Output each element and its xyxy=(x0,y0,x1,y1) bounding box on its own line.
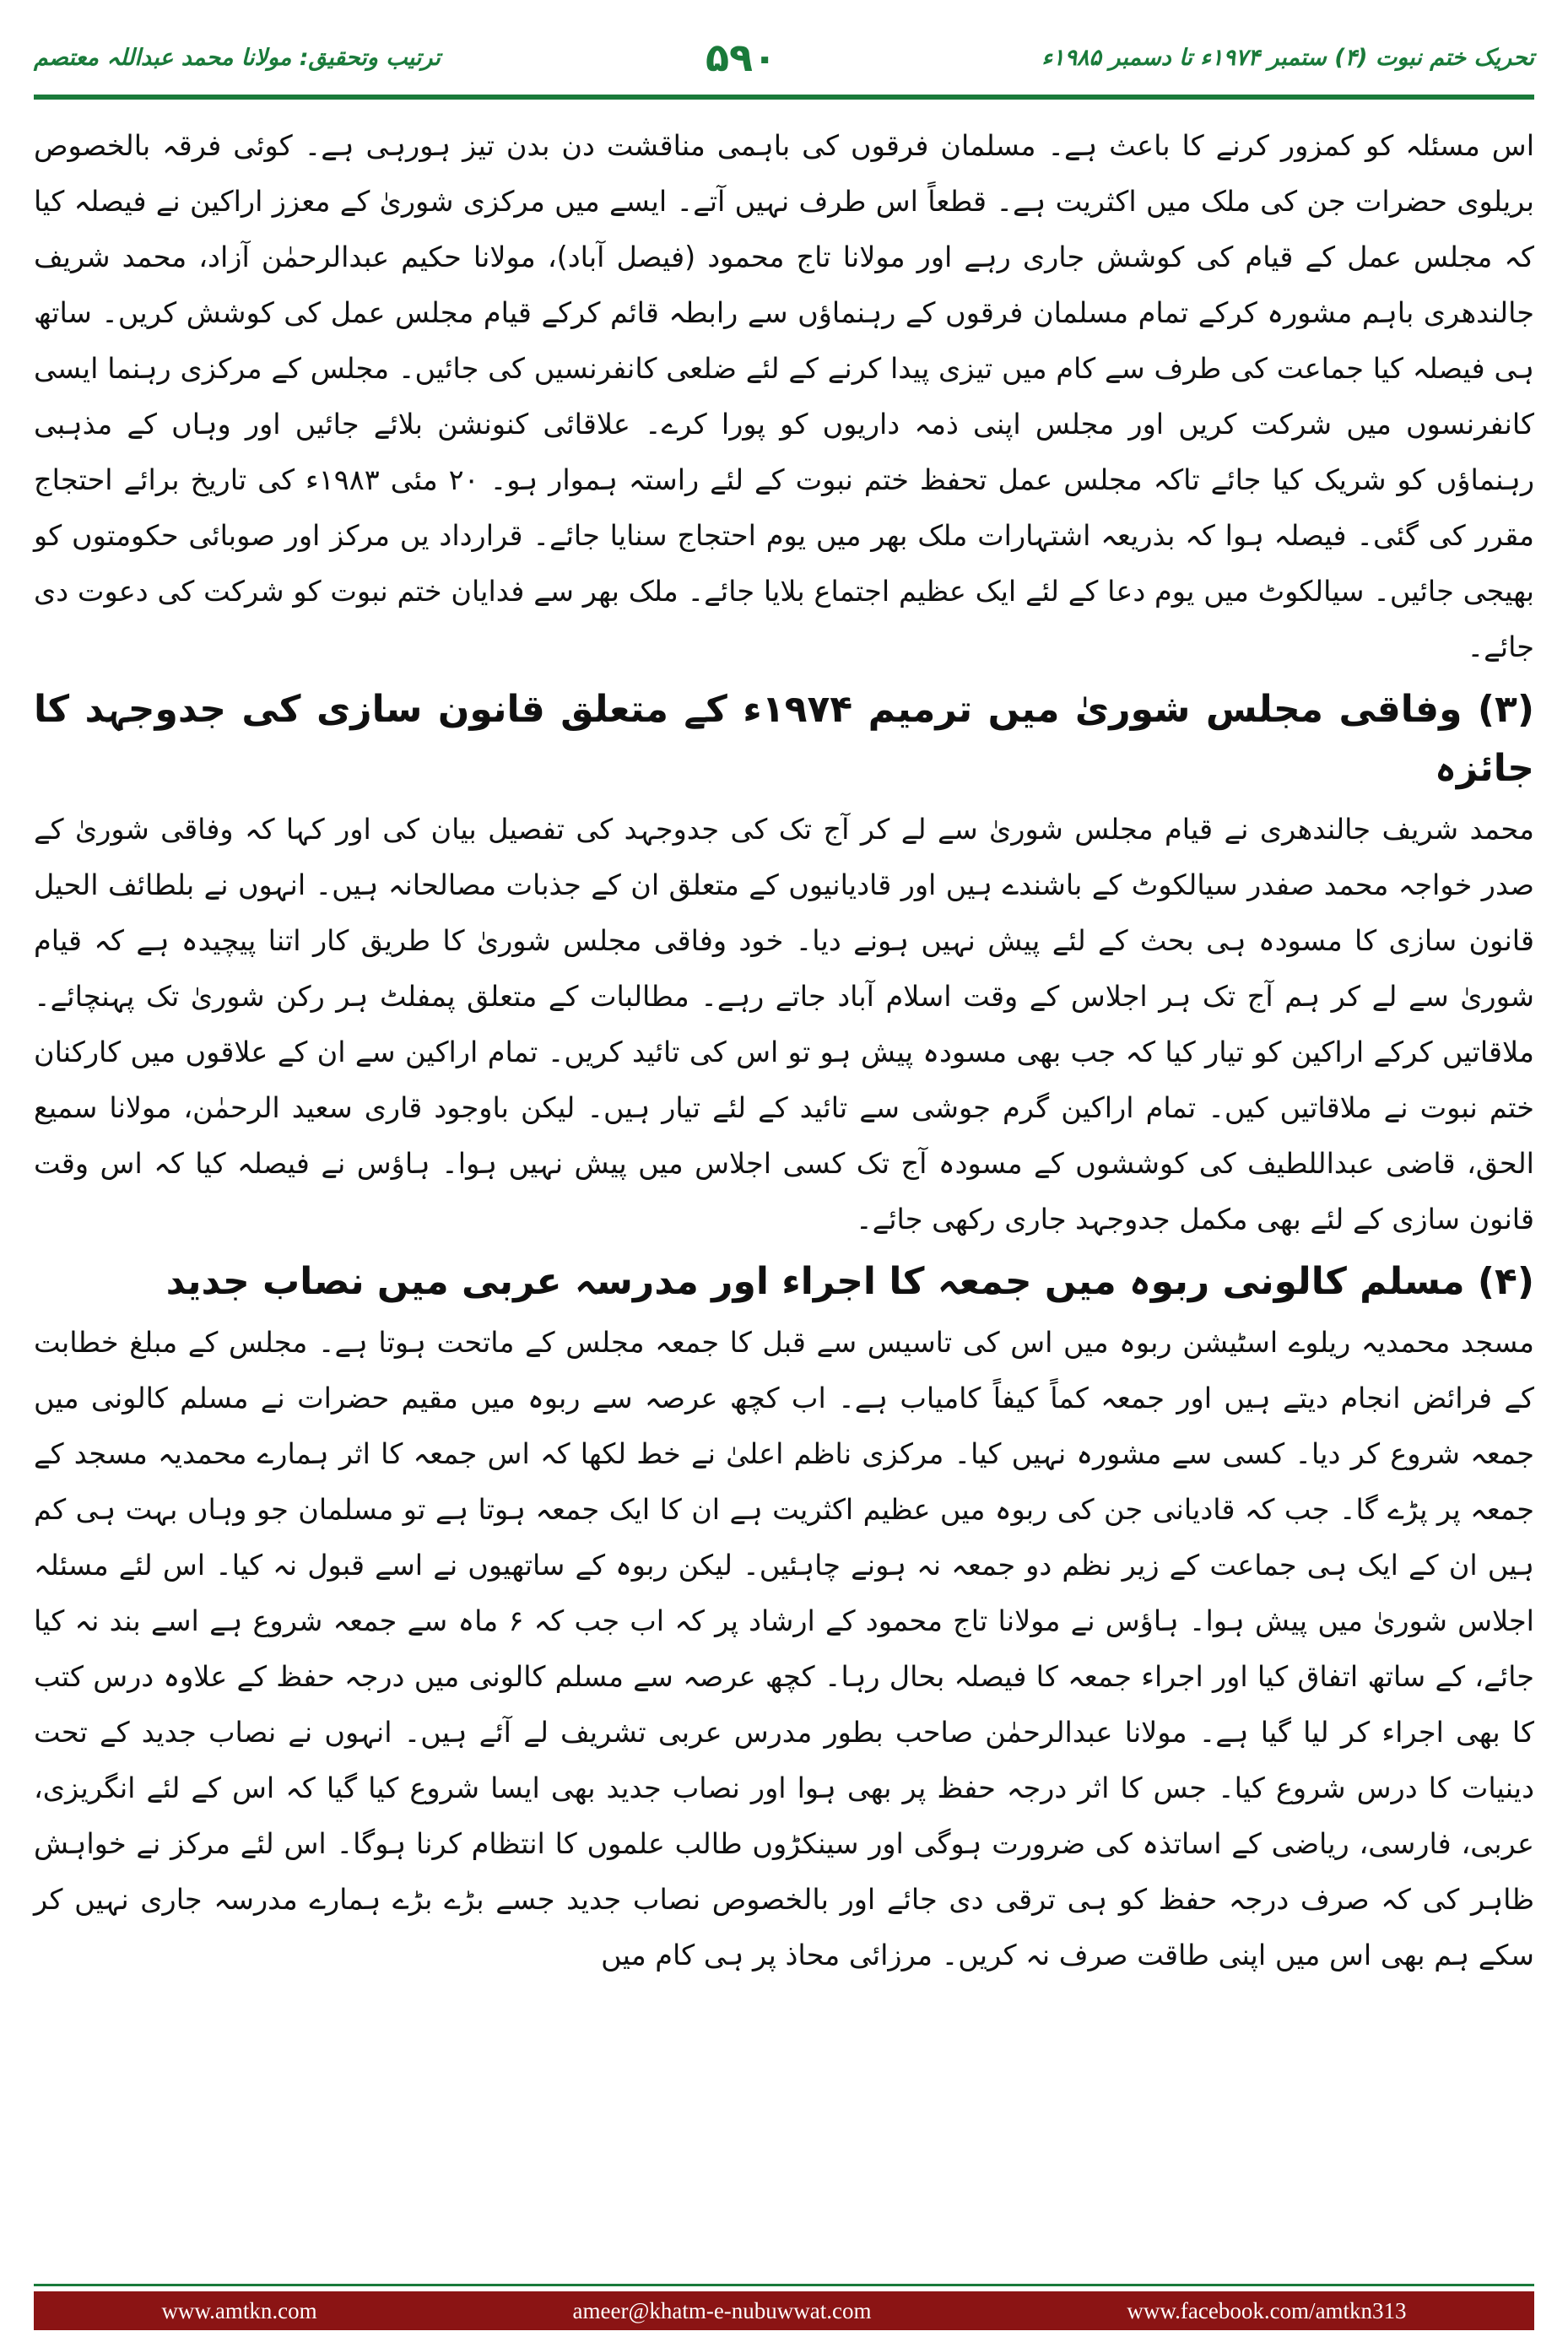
page-footer xyxy=(34,2291,1534,2330)
book-title: تحریک ختم نبوت (۴) ستمبر ۱۹۷۴ء تا دسمبر ۱۹۸۵ء xyxy=(1041,44,1534,71)
website-link[interactable]: www.amtkn.com xyxy=(161,2297,317,2323)
facebook-link[interactable]: www.facebook.com/amtkn313 xyxy=(1127,2297,1407,2323)
email-link[interactable]: ameer@khatm-e-nubuwwat.com xyxy=(572,2297,872,2323)
paragraph-legislation: محمد شریف جالندھری نے قیام مجلس شوریٰ سے لے کر آج تک کی جدوجہد کی تفصیل بیان کی اور کہا کہ وفاقی شوریٰ کے صدر خواجہ محمد صفدر سیالکوٹ کے باشندے ہیں اور قادیانیوں کے متعلق ان کے جذبات مصالحانہ ہیں۔ انہوں نے بلطائف الحیل قانون سازی کا مسودہ ہی بحث کے لئے پیش نہیں ہونے دیا۔ خود وفاقی مجلس شوریٰ کا طریق کار اتنا پیچیدہ ہے کہ قیام شوریٰ سے لے کر ہم آج تک ہر اجلاس کے وقت اسلام آباد جاتے رہے۔ مطالبات کے متعلق پمفلٹ ہر رکن شوریٰ تک پہنچائے۔ ملاقاتیں کرکے اراکین کو تیار کیا کہ جب بھی مسودہ پیش ہو تو اس کی تائید کریں۔ تمام اراکین سے ان کے علاقوں میں کارکنان ختم نبوت نے ملاقاتیں کیں۔ تمام اراکین گرم جوشی سے تائید کے لئے تیار ہیں۔ لیکن باوجود قاری سعید الرحمٰن، مولانا سمیع الحق، قاضی عبداللطیف کی کوششوں کے مسودہ آج تک کسی اجلاس میں پیش نہیں ہوا۔ ہاؤس نے فیصلہ کیا کہ اس وقت قانون سازی کے لئے بھی مکمل جدوجہد جاری رکھی جائے۔ xyxy=(34,813,1534,1236)
section-heading-3: (۳) وفاقی مجلس شوریٰ میں ترمیم ۱۹۷۴ء کے متعلق قانون سازی کی جدوجہد کا جائزہ xyxy=(34,688,1534,790)
section-heading-4: (۴) مسلم کالونی ربوہ میں جمعہ کا اجراء اور مدرسہ عربی میں نصاب جدید xyxy=(165,1260,1534,1303)
paragraph-intro: اس مسئلہ کو کمزور کرنے کا باعث ہے۔ مسلمان فرقوں کی باہمی مناقشت دن بدن تیز ہورہی ہے۔ کوئی فرقہ بالخصوص بریلوی حضرات جن کی ملک میں اکثریت ہے۔ قطعاً اس طرف نہیں آتے۔ ایسے میں مرکزی شوریٰ کے معزز اراکین نے فیصلہ کیا کہ مجلس عمل کے قیام کی کوشش جاری رہے اور مولانا تاج محمود (فیصل آباد)، مولانا حکیم عبدالرحمٰن آزاد، محمد شریف جالندھری باہم مشورہ کرکے تمام مسلمان فرقوں کے رہنماؤں سے رابطہ قائم کرکے قیام مجلس عمل کی کوشش کریں۔ ساتھ ہی فیصلہ کیا جماعت کی طرف سے کام میں تیزی پیدا کرنے کے لئے ضلعی کانفرنسیں کی جائیں۔ مجلس کے مرکزی رہنما ایسی کانفرنسوں میں شرکت کریں اور مجلس اپنی ذمہ داریوں کو پورا کرے۔ علاقائی کنونشن بلائے جائیں اور وہاں کے مذہبی رہنماؤں کو شریک کیا جائے تاکہ مجلس عمل تحفظ ختم نبوت کے لئے راستہ ہموار ہو۔ ۲۰ مئی ۱۹۸۳ء کی تاریخ برائے احتجاج مقرر کی گئی۔ فیصلہ ہوا کہ بذریعہ اشتہارات ملک بھر میں یوم احتجاج سنایا جائے۔ قرارداد یں مرکز اور صوبائی حکومتوں کو بھیجی جائیں۔ سیالکوٹ میں یوم دعا کے لئے ایک عظیم اجتماع بلایا جائے۔ ملک بھر سے فدایان ختم نبوت کو شرکت کی دعوت دی جائے۔ xyxy=(34,129,1534,663)
page-number: ۵۹۰ xyxy=(705,35,777,80)
compiler-credit: ترتیب وتحقیق: مولانا محمد عبداللہ معتصم xyxy=(34,44,441,71)
header-divider xyxy=(34,95,1534,100)
page-body xyxy=(34,118,1534,2283)
page-header xyxy=(34,15,1534,100)
footer-divider xyxy=(34,2284,1534,2286)
paragraph-rabwah: مسجد محمدیہ ریلوے اسٹیشن ربوہ میں اس کی تاسیس سے قبل کا جمعہ مجلس کے ماتحت ہوتا ہے۔ مجلس کے مبلغ خطابت کے فرائض انجام دیتے ہیں اور جمعہ کماً کیفاً کامیاب ہے۔ اب کچھ عرصہ سے ربوہ میں مقیم حضرات نے مسلم کالونی میں جمعہ شروع کر دیا۔ کسی سے مشورہ نہیں کیا۔ مرکزی ناظم اعلیٰ نے خط لکھا کہ اس جمعہ کا اثر ہمارے محمدیہ مسجد کے جمعہ پر پڑے گا۔ جب کہ قادیانی جن کی ربوہ میں عظیم اکثریت ہے ان کا ایک جمعہ ہوتا ہے تو مسلمان جو وہاں بہت ہی کم ہیں ان کے ایک ہی جماعت کے زیر نظم دو جمعہ نہ ہونے چاہئیں۔ لیکن ربوہ کے ساتھیوں نے اسے قبول نہ کیا۔ اس لئے مسئلہ اجلاس شوریٰ میں پیش ہوا۔ ہاؤس نے مولانا تاج محمود کے ارشاد پر کہ اب جب کہ ۶ ماہ سے جمعہ شروع ہے اسے بند نہ کیا جائے، کے ساتھ اتفاق کیا اور اجراء جمعہ کا فیصلہ بحال رہا۔ کچھ عرصہ سے مسلم کالونی میں درجہ حفظ کے علاوہ درس کتب کا بھی اجراء کر لیا گیا ہے۔ مولانا عبدالرحمٰن صاحب بطور مدرس عربی تشریف لے آئے ہیں۔ انہوں نے نصاب جدید کے تحت دینیات کا درس شروع کیا۔ جس کا اثر درجہ حفظ پر بھی ہوا اور نصاب جدید بھی ایسا شروع کیا گیا کہ اس کے لئے انگریزی، عربی، فارسی، ریاضی کے اساتذہ کی ضرورت ہوگی اور سینکڑوں طالب علموں کا انتظام کرنا ہوگا۔ اس لئے مرکز نے خواہش ظاہر کی کہ صرف درجہ حفظ کو ہی ترقی دی جائے اور بالخصوص نصاب جدید جسے بڑے بڑے ہمارے مدرسہ جاری نہیں کر سکے ہم بھی اس میں اپنی طاقت صرف نہ کریں۔ مرزائی محاذ پر ہی کام میں xyxy=(34,1326,1534,1971)
